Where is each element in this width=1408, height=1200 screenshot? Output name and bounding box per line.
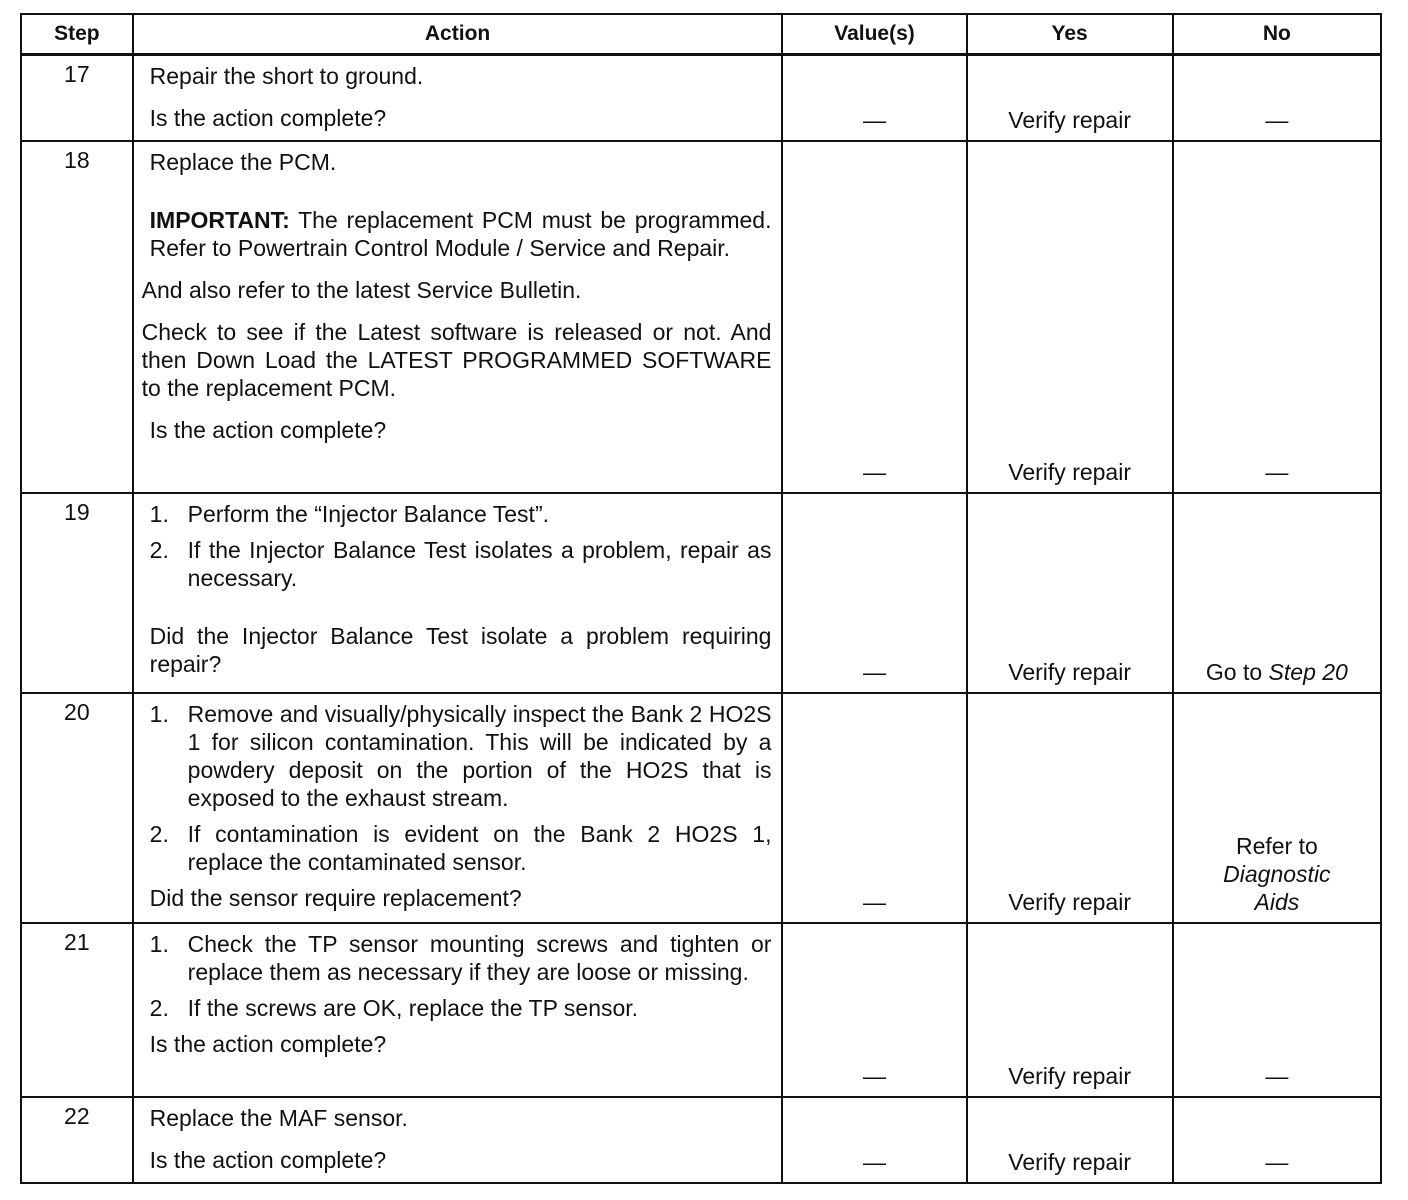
yes-cell: Verify repair: [967, 923, 1173, 1097]
no-cell: —: [1173, 1097, 1381, 1183]
important-text: The replacement PCM must be programmed. Refer to Powertrain Control Module / Service and Repair.: [149, 207, 772, 261]
action-question: Did the Injector Balance Test isolate a problem requiring repair?: [149, 623, 772, 677]
yes-cell: Verify repair: [967, 141, 1173, 493]
no-cell: —: [1173, 55, 1381, 142]
header-action: Action: [133, 14, 783, 55]
list-item: 1. Remove and visually/physically inspect the Bank 2 HO2S 1 for silicon contamination. This will be indicated by a powdery deposit on the portion of the HO2S that is exposed to the exhaust stream.: [149, 701, 772, 811]
step-number: 21: [21, 923, 133, 1097]
no-cell: —: [1173, 923, 1381, 1097]
action-cell: [133, 55, 783, 142]
value-cell: —: [782, 1097, 966, 1183]
action-steps: [150, 700, 772, 876]
diagnostic-aids-reference: Diagnostic: [1223, 861, 1331, 887]
table-row: [21, 493, 1381, 693]
no-cell: [1173, 693, 1381, 923]
value-cell: —: [782, 141, 966, 493]
list-item: 2. If the screws are OK, replace the TP sensor.: [149, 995, 639, 1021]
action-cell: [133, 493, 783, 693]
action-cell: [133, 141, 783, 493]
no-prefix: Go to: [1205, 659, 1269, 685]
action-question: Is the action complete?: [149, 1031, 387, 1057]
action-steps: [150, 500, 772, 592]
list-item: 2. If the Injector Balance Test isolates a problem, repair as necessary.: [149, 537, 772, 591]
action-question: Did the sensor require replacement?: [149, 885, 522, 911]
action-cell: [133, 1097, 783, 1183]
action-question: Is the action complete?: [149, 417, 387, 443]
yes-cell: Verify repair: [967, 1097, 1173, 1183]
action-text: Repair the short to ground.: [149, 63, 424, 89]
header-yes: Yes: [967, 14, 1173, 55]
action-question: Is the action complete?: [149, 1147, 387, 1173]
table-row: [21, 923, 1381, 1097]
no-cell: [1173, 493, 1381, 693]
header-no: No: [1173, 14, 1381, 55]
diagnostic-aids-reference: Aids: [1254, 889, 1300, 915]
action-question: Is the action complete?: [149, 105, 387, 131]
header-step: Step: [21, 14, 133, 55]
action-text: Replace the PCM.: [149, 149, 337, 175]
value-cell: —: [782, 693, 966, 923]
important-label: IMPORTANT:: [149, 207, 290, 233]
important-note: [150, 206, 772, 262]
action-text: And also refer to the latest Service Bulletin.: [141, 277, 582, 303]
step-number: 19: [21, 493, 133, 693]
action-steps: [150, 930, 772, 1022]
action-cell: [133, 693, 783, 923]
value-cell: —: [782, 493, 966, 693]
list-item: 1. Perform the “Injector Balance Test”.: [149, 501, 549, 527]
header-values: Value(s): [782, 14, 966, 55]
no-line: Refer to: [1235, 833, 1318, 859]
step-number: 20: [21, 693, 133, 923]
header-row: [21, 14, 1381, 55]
value-cell: —: [782, 55, 966, 142]
action-text: Check to see if the Latest software is released or not. And then Down Load the LATEST PROGRAMMED SOFTWARE to the replacement PCM.: [141, 319, 772, 401]
table-row: [21, 55, 1381, 142]
list-item: 1. Check the TP sensor mounting screws and tighten or replace them as necessary if they are loose or missing.: [149, 931, 772, 985]
action-text: Replace the MAF sensor.: [149, 1105, 408, 1131]
yes-cell: Verify repair: [967, 493, 1173, 693]
diagnostic-table: [20, 13, 1382, 1184]
table-row: [21, 1097, 1381, 1183]
yes-cell: Verify repair: [967, 55, 1173, 142]
step-number: 18: [21, 141, 133, 493]
list-item: 2. If contamination is evident on the Bank 2 HO2S 1, replace the contaminated sensor.: [149, 821, 772, 875]
action-cell: [133, 923, 783, 1097]
step-number: 22: [21, 1097, 133, 1183]
table-row: [21, 141, 1381, 493]
step-reference: Step 20: [1268, 659, 1348, 685]
table-row: [21, 693, 1381, 923]
step-number: 17: [21, 55, 133, 142]
no-cell: —: [1173, 141, 1381, 493]
yes-cell: Verify repair: [967, 693, 1173, 923]
value-cell: —: [782, 923, 966, 1097]
